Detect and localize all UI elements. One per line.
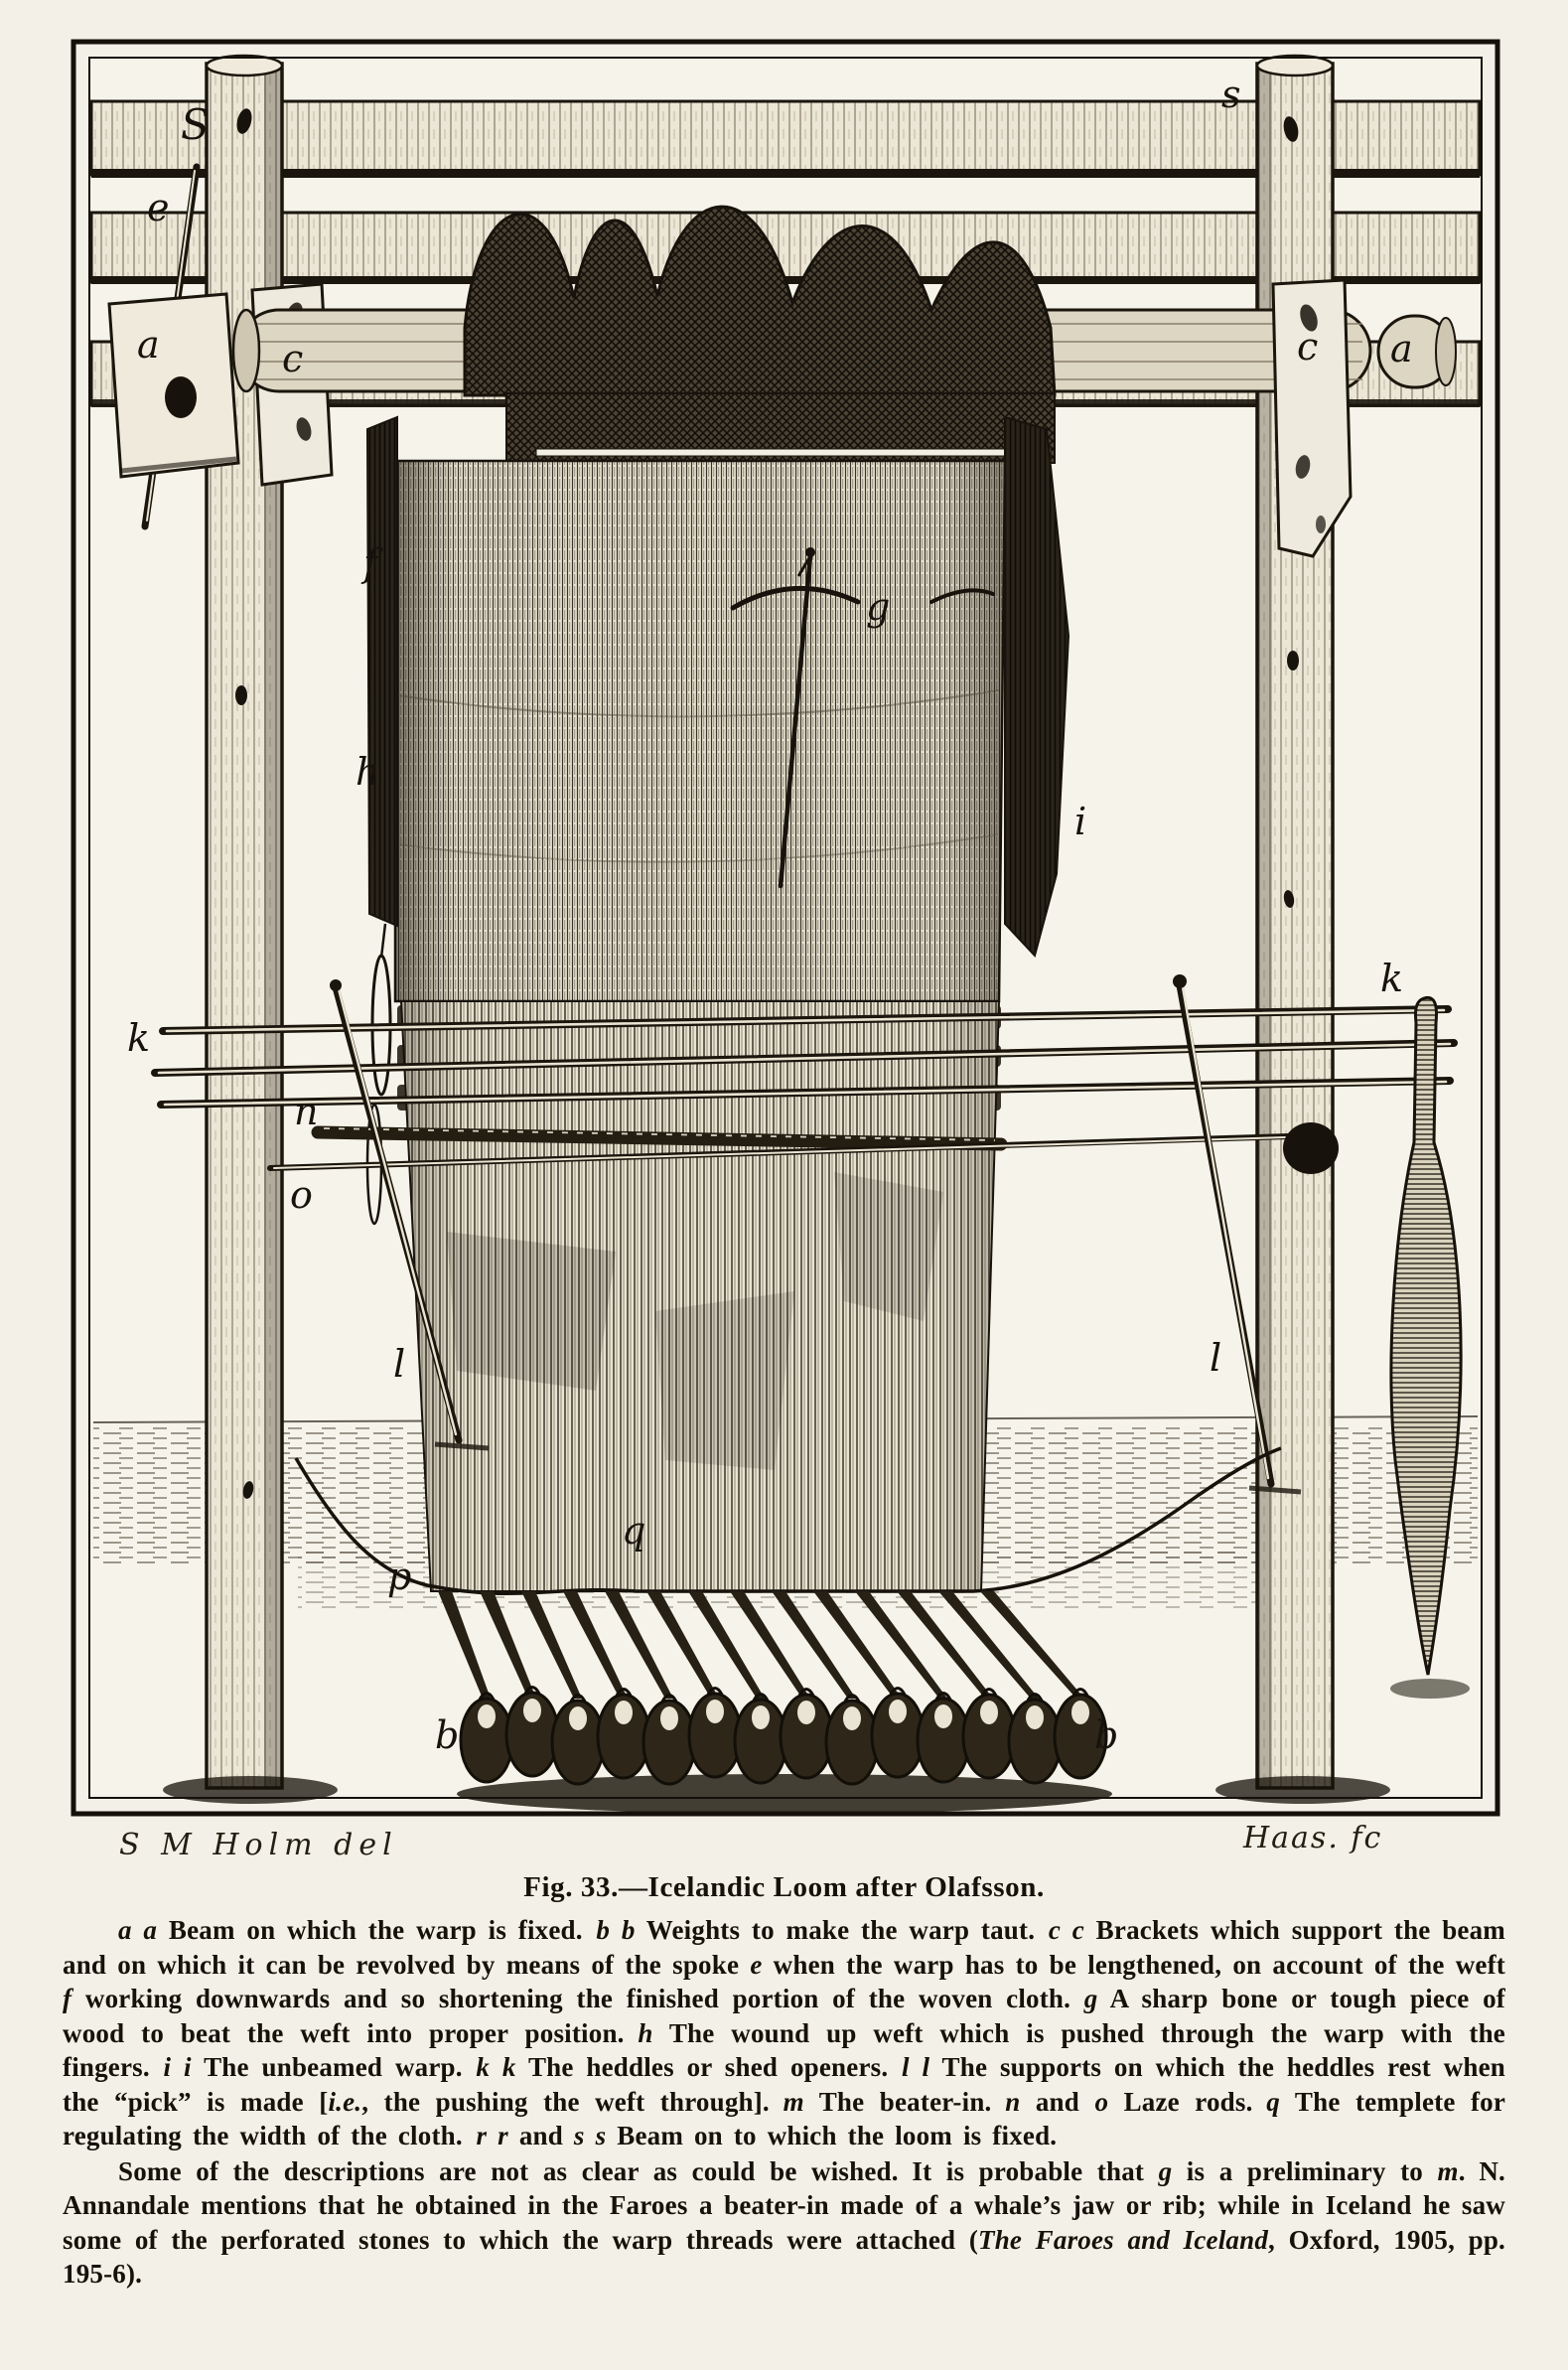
label-c-left: c bbox=[282, 337, 304, 380]
label-k-right: k bbox=[1380, 957, 1404, 1000]
label-c-right: c bbox=[1297, 325, 1319, 369]
left-post-shadow bbox=[163, 1776, 338, 1804]
engraver-signature: Haas. fc bbox=[1243, 1821, 1383, 1855]
description-paragraph-2: Some of the descriptions are not as clear as could be wished. It is probable that g is a preliminary to m. N. Annandale mentions that he obtained in the Faroes a beater-in made of a whale’s jaw or rib; while in Iceland he saw some of the perforated stones to which the warp threads were attached (The Faroes and Iceland, Oxford, 1905, pp. 195-6). bbox=[63, 2155, 1505, 2289]
label-b-right: b bbox=[1094, 1713, 1119, 1757]
label-i: i bbox=[1074, 800, 1087, 843]
description-paragraph-1: a a Beam on which the warp is fixed. b b Weights to make the warp taut. c c Brackets which support the beam and on which it can be revolved by means of the spoke e when the warp has to be lengthened, on account of the weft f working downwards and so shortening the finished portion of the woven cloth. g A sharp bone or tough piece of wood to beat the weft into proper position. h The wound up weft which is pushed through the warp with the fingers. i i The unbeamed warp. k k The heddles or shed openers. l l The supports on which the heddles rest when the “pick” is made [i.e., the pushing the weft through]. m The beater-in. n and o Laze rods. q The templete for regulating the width of the cloth. r r and s s Beam on to which the loom is fixed. bbox=[63, 1915, 1506, 2150]
label-q: q bbox=[622, 1509, 646, 1553]
label-g: g bbox=[866, 585, 891, 629]
label-s-left: S bbox=[181, 100, 210, 149]
label-k-left: k bbox=[127, 1016, 151, 1060]
beam-block-left bbox=[109, 294, 238, 477]
figure-caption: Fig. 33.—Icelandic Loom after Olafsson. bbox=[523, 1871, 1045, 1903]
figure-description bbox=[63, 1913, 1505, 2292]
label-n: n bbox=[294, 1090, 319, 1133]
label-f: f bbox=[363, 541, 378, 585]
label-l-right: l bbox=[1210, 1336, 1222, 1380]
label-p: p bbox=[387, 1555, 412, 1598]
right-post-shadow bbox=[1215, 1776, 1390, 1804]
label-e: e bbox=[147, 186, 170, 229]
label-s-right: s bbox=[1221, 73, 1241, 116]
woven-cloth bbox=[395, 461, 1005, 1001]
artist-signature: S M Holm del bbox=[119, 1828, 398, 1862]
label-l-left: l bbox=[393, 1342, 406, 1386]
label-a-left: a bbox=[137, 323, 160, 367]
label-b-left: b bbox=[435, 1713, 460, 1757]
label-o: o bbox=[290, 1173, 313, 1217]
bracket-right bbox=[1273, 280, 1351, 556]
label-a-right: a bbox=[1390, 327, 1413, 370]
label-h: h bbox=[356, 750, 380, 794]
